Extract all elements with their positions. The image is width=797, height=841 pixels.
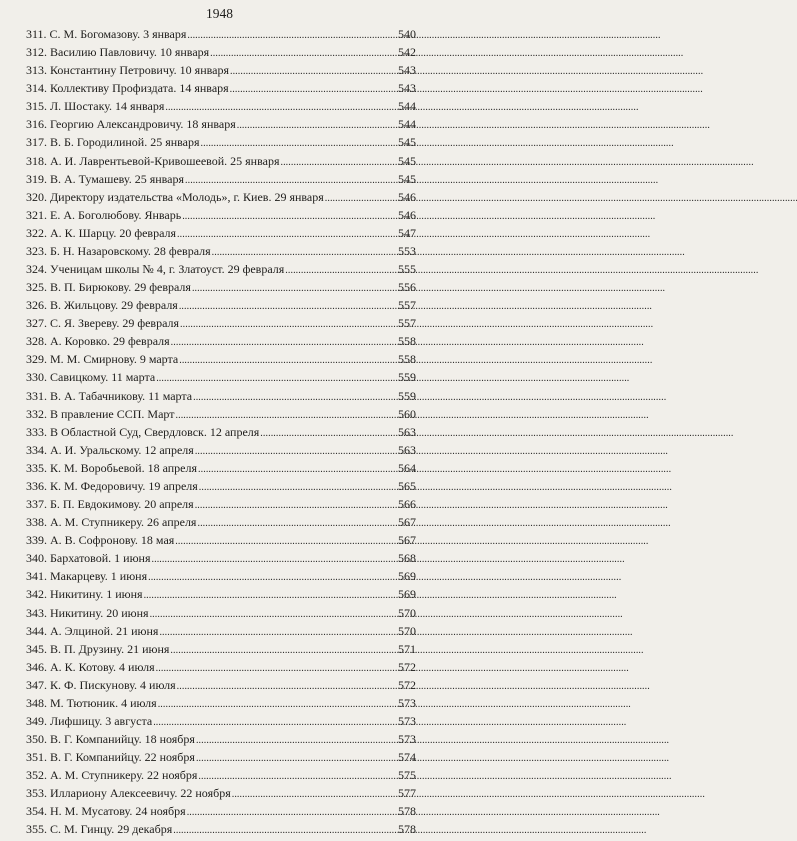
toc-entry-page-number: 578 [398,822,416,837]
toc-entry-title: 339. А. В. Софронову. 18 мая [26,533,175,548]
toc-entry-page-number: 573 [398,713,416,728]
toc-entry [26,694,416,712]
toc-entry-page-number: 570 [398,605,416,620]
dot-leader [198,766,397,786]
dot-leader [260,423,397,443]
toc-entry-page-number: 573 [398,695,416,710]
toc-entry [26,61,416,79]
toc-entry [26,477,416,495]
dot-leader [152,549,398,569]
toc-entry-page-number: 575 [398,768,416,783]
toc-entry [26,224,416,242]
toc-entry-page-number: 545 [398,153,416,168]
toc-entry [26,748,416,766]
toc-entry-page-number: 572 [398,677,416,692]
toc-entry-page-number: 543 [398,81,416,96]
dot-leader [173,820,397,840]
dot-leader [185,170,397,190]
toc-entry-title: 342. Никитину. 1 июня [26,587,143,602]
toc-entry-page-number: 563 [398,424,416,439]
toc-entry-page-number: 558 [398,352,416,367]
toc-entry [26,658,416,676]
toc-entry-title: 353. Иллариону Алексеевичу. 22 ноября [26,786,231,801]
dot-leader [176,405,398,425]
toc-entry-title: 311. С. М. Богомазову. 3 января [26,27,187,41]
dot-leader [179,296,397,316]
toc-entry-title: 324. Ученицам школы № 4, г. Златоуст. 29 февраля [26,262,285,277]
dot-leader [230,79,397,99]
toc-entry-title: 351. В. Г. Компанийцу. 22 ноября [26,750,195,765]
toc-entry [26,441,416,459]
toc-entry-title: 335. К. М. Воробьевой. 18 апреля [26,460,198,475]
toc-entry [26,820,416,838]
toc-entry-title: 315. Л. Шостаку. 14 января [26,99,165,114]
toc-entry-page-number: 557 [398,298,416,313]
toc-entry-page-number: 571 [398,641,416,656]
dot-leader [232,784,397,804]
toc-entry-title: 352. А. М. Ступникеру. 22 ноября [26,768,198,783]
dot-leader [237,115,397,135]
toc-entry [26,567,416,585]
dot-leader [175,531,397,551]
dot-leader [159,622,397,642]
toc-entry-title: 343. Никитину. 20 июня [26,605,149,620]
dot-leader [199,477,397,497]
toc-entry [26,115,416,133]
toc-entry [26,350,416,368]
dot-leader [156,658,397,678]
toc-entry-page-number: 566 [398,497,416,512]
toc-entry-title: 341. Макарцеву. 1 июня [26,569,148,584]
toc-entry [26,170,416,188]
toc-entry [26,133,416,151]
toc-entry-title: 340. Бархатовой. 1 июня [26,551,151,566]
toc-entry-title: 329. М. М. Смирнову. 9 марта [26,352,179,367]
toc-entry [26,459,416,477]
dot-leader [192,278,397,298]
toc-entry [26,314,416,332]
toc-entry [26,784,416,802]
dot-leader [195,495,397,515]
dot-leader [197,513,397,533]
dot-leader [158,694,397,714]
toc-entry-page-number: 546 [398,207,416,222]
dot-leader [198,459,397,479]
toc-entry-page-number: 563 [398,442,416,457]
toc-entry [26,332,416,350]
toc-entry [26,43,416,61]
toc-entry [26,405,416,423]
toc-entry-page-number: 578 [398,804,416,819]
toc-entry-title: 331. В. А. Табачникову. 11 марта [26,388,193,403]
toc-entry-title: 328. А. Коровко. 29 февраля [26,334,170,349]
toc-entry-title: 314. Коллективу Профиздата. 14 января [26,81,229,96]
toc-entry-page-number: 569 [398,569,416,584]
toc-entry-page-number: 544 [398,99,416,114]
dot-leader [195,441,397,461]
toc-entry-title: 323. Б. Н. Назаровскому. 28 февраля [26,243,211,258]
toc-entry [26,730,416,748]
toc-entry [26,513,416,531]
toc-entry-page-number: 542 [398,45,416,60]
toc-entry-title: 327. С. Я. Звереву. 29 февраля [26,316,180,331]
dot-leader [187,802,397,822]
toc-entry [26,97,416,115]
toc-entry [26,640,416,658]
dot-leader [179,350,397,370]
toc-entry-page-number: 543 [398,63,416,78]
toc-entry [26,622,416,640]
toc-entry-page-number: 540 [398,27,416,41]
toc-entry [26,242,416,260]
toc-entry-title: 336. К. М. Федоровичу. 19 апреля [26,478,198,493]
toc-entry [26,188,416,206]
toc-entry-page-number: 558 [398,334,416,349]
toc-entry-page-number: 545 [398,135,416,150]
dot-leader [325,188,397,208]
toc-entry [26,712,416,730]
toc-entry-title: 355. С. М. Гинцу. 29 декабря [26,822,173,837]
toc-entry-title: 316. Георгию Александровичу. 18 января [26,117,236,132]
toc-entry-page-number: 547 [398,225,416,240]
dot-leader [210,43,397,63]
toc-entry-title: 348. М. Тютюник. 4 июля [26,695,157,710]
dot-leader [182,206,397,226]
toc-entry-title: 321. Е. А. Боголюбову. Январь [26,207,182,222]
dot-leader [196,748,397,768]
toc-entry [26,604,416,622]
toc-entry-title: 332. В правление ССП. Март [26,406,175,421]
toc-entry-title: 354. Н. М. Мусатову. 24 ноября [26,804,186,819]
toc-entry-page-number: 570 [398,623,416,638]
toc-entry-page-number: 568 [398,551,416,566]
toc-entry-page-number: 544 [398,117,416,132]
dot-leader [187,25,397,45]
toc-entry-page-number: 545 [398,171,416,186]
toc-entry-title: 334. А. И. Уральскому. 12 апреля [26,442,194,457]
toc-entry [26,278,416,296]
table-of-contents [26,25,416,839]
toc-entry-title: 346. А. К. Котову. 4 июля [26,659,155,674]
toc-entry-title: 350. В. Г. Компанийцу. 18 ноября [26,732,195,747]
toc-entry-title: 344. А. Элциной. 21 июня [26,623,159,638]
dot-leader [144,585,397,605]
toc-entry-page-number: 567 [398,533,416,548]
toc-entry-title: 337. Б. П. Евдокимову. 20 апреля [26,497,194,512]
dot-leader [280,152,397,172]
toc-entry [26,152,416,170]
dot-leader [212,242,397,262]
toc-entry-title: 333. В Областной Суд, Свердловск. 12 апреля [26,424,260,439]
toc-entry-page-number: 560 [398,406,416,421]
dot-leader [230,61,397,81]
dot-leader [180,314,397,334]
toc-entry-title: 317. В. Б. Городилиной. 25 января [26,135,200,150]
dot-leader [285,260,397,280]
dot-leader [148,567,397,587]
dot-leader [196,730,397,750]
toc-entry-page-number: 567 [398,515,416,530]
toc-entry-title: 312. Василию Павловичу. 10 января [26,45,210,60]
toc-entry-page-number: 546 [398,189,416,204]
toc-entry [26,79,416,97]
toc-entry [26,260,416,278]
toc-entry-title: 325. В. П. Бирюкову. 29 февраля [26,280,191,295]
toc-entry-title: 322. А. К. Шарцу. 20 февраля [26,225,177,240]
toc-entry [26,387,416,405]
toc-entry-page-number: 569 [398,587,416,602]
dot-leader [170,640,397,660]
toc-entry-title: 349. Лифшицу. 3 августа [26,713,153,728]
toc-entry [26,585,416,603]
toc-entry [26,802,416,820]
toc-entry-page-number: 559 [398,370,416,385]
toc-entry [26,676,416,694]
toc-entry [26,495,416,513]
toc-entry [26,296,416,314]
toc-entry [26,766,416,784]
toc-entry-page-number: 565 [398,478,416,493]
toc-entry [26,206,416,224]
dot-leader [171,332,397,352]
toc-entry-page-number: 553 [398,243,416,258]
toc-entry-title: 319. В. А. Тумашеву. 25 января [26,171,184,186]
dot-leader [153,712,397,732]
toc-entry-page-number: 555 [398,262,416,277]
toc-entry-title: 345. В. П. Друзину. 21 июня [26,641,170,656]
toc-entry [26,25,416,43]
toc-entry-page-number: 564 [398,460,416,475]
toc-entry-page-number: 573 [398,732,416,747]
toc-entry-title: 338. А. М. Ступникеру. 26 апреля [26,515,197,530]
toc-entry-page-number: 574 [398,750,416,765]
toc-entry [26,531,416,549]
dot-leader [177,224,397,244]
toc-entry-title: 347. К. Ф. Пискунову. 4 июля [26,677,176,692]
toc-entry-page-number: 572 [398,659,416,674]
toc-entry-title: 313. Константину Петровичу. 10 января [26,63,229,78]
toc-entry [26,423,416,441]
toc-entry-page-number: 559 [398,388,416,403]
toc-entry-title: 320. Директору издательства «Молодь», г. Киев. 29 января [26,189,324,204]
toc-entry-title: 318. А. И. Лаврентьевой-Кривошеевой. 25 января [26,153,280,168]
dot-leader [177,676,397,696]
toc-entry [26,549,416,567]
page-heading: 1948 [206,6,233,21]
dot-leader [156,368,397,388]
toc-entry [26,368,416,386]
toc-entry-page-number: 556 [398,280,416,295]
toc-entry-title: 330. Савицкому. 11 марта [26,370,156,385]
toc-entry-page-number: 577 [398,786,416,801]
dot-leader [201,133,397,153]
dot-leader [150,604,397,624]
toc-entry-page-number: 557 [398,316,416,331]
dot-leader [165,97,397,117]
toc-entry-title: 326. В. Жильцову. 29 февраля [26,298,178,313]
dot-leader [193,387,397,407]
